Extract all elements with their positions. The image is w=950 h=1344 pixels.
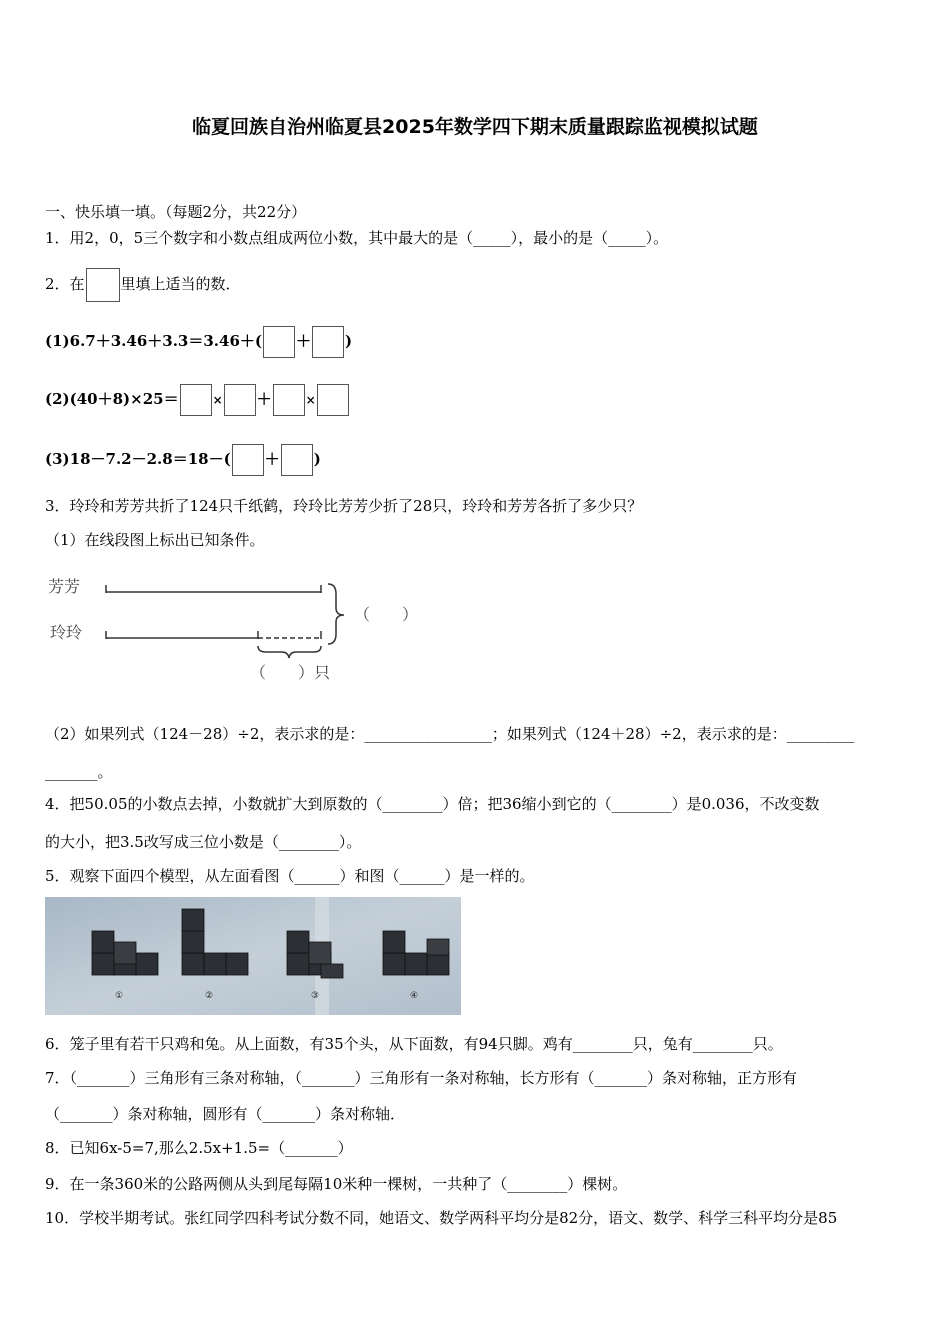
times-sign: × xyxy=(212,393,223,407)
model-label-2: ② xyxy=(205,991,214,1001)
question-2-3 xyxy=(45,444,321,476)
q2-prefix: 2．在 xyxy=(45,275,85,293)
model-label-3: ③ xyxy=(311,991,320,1001)
question-8: 8．已知6x-5=7,那么2.5x+1.5=（_______） xyxy=(45,1139,353,1157)
model-label-4: ④ xyxy=(410,991,419,1001)
label-fangfang: 芳芳 xyxy=(48,577,81,596)
answer-box[interactable] xyxy=(232,444,264,476)
answer-box[interactable] xyxy=(312,326,344,358)
difference-blank: （ ）只 xyxy=(250,663,331,682)
q2-suffix: 里填上适当的数． xyxy=(120,275,241,293)
q2-2-prefix: (2)(40＋8)×25＝ xyxy=(45,390,179,408)
q2-1-prefix: (1)6.7＋3.46＋3.3＝3.46＋( xyxy=(45,332,262,350)
question-3-1: （1）在线段图上标出已知条件。 xyxy=(45,531,265,549)
question-3: 3．玲玲和芳芳共折了124只千纸鹤，玲玲比芳芳少折了28只，玲玲和芳芳各折了多少只？ xyxy=(45,497,643,515)
bottom-brace xyxy=(258,646,321,658)
question-7: 7．（_______）三角形有三条对称轴，（_______）三角形有一条对称轴，长方形有（_______）条对称轴，正方形有 xyxy=(45,1069,798,1087)
line-segment-diagram xyxy=(44,570,444,690)
right-brace xyxy=(328,584,344,644)
answer-box[interactable] xyxy=(86,268,120,302)
question-1: 1．用2，0，5三个数字和小数点组成两位小数，其中最大的是（_____），最小的是（_____）。 xyxy=(45,229,669,247)
q2-3-prefix: (3)18－7.2－2.8＝18－( xyxy=(45,450,231,468)
question-2-1 xyxy=(45,326,352,358)
answer-box[interactable] xyxy=(180,384,212,416)
question-6: 6．笼子里有若干只鸡和兔。从上面数，有35个头，从下面数，有94只脚。鸡有________只，兔有________只。 xyxy=(45,1035,783,1053)
question-9: 9．在一条360米的公路两侧从头到尾每隔10米种一棵树，一共种了（________）棵树。 xyxy=(45,1175,628,1193)
question-5: 5．观察下面四个模型，从左面看图（______）和图（______）是一样的。 xyxy=(45,867,535,885)
model-label-1: ① xyxy=(115,991,124,1001)
brace-blank: （ ） xyxy=(354,605,419,624)
question-2 xyxy=(45,268,241,302)
page-title: 临夏回族自治州临夏县2025年数学四下期末质量跟踪监视模拟试题 xyxy=(192,116,758,138)
label-lingling: 玲玲 xyxy=(50,623,83,642)
close-paren: ) xyxy=(345,332,353,350)
cube-models-photo xyxy=(45,897,461,1015)
answer-box[interactable] xyxy=(281,444,313,476)
answer-box[interactable] xyxy=(263,326,295,358)
plus-sign: ＋ xyxy=(296,332,312,350)
answer-box[interactable] xyxy=(224,384,256,416)
question-7-cont: （_______）条对称轴，圆形有（_______）条对称轴． xyxy=(45,1105,406,1123)
question-3-2: （2）如果列式（124－28）÷2，表示求的是：_________________；如果列式（124＋28）÷2，表示求的是：_________ xyxy=(45,725,855,743)
question-3-2-cont: _______。 xyxy=(45,763,113,781)
plus-sign: ＋ xyxy=(256,390,272,408)
plus-sign: ＋ xyxy=(264,450,280,468)
question-4: 4．把50.05的小数点去掉，小数就扩大到原数的（________）倍；把36缩小到它的（________）是0.036，不改变数 xyxy=(45,795,820,813)
answer-box[interactable] xyxy=(317,384,349,416)
close-paren: ) xyxy=(313,450,321,468)
question-2-2 xyxy=(45,384,350,416)
question-10: 10．学校半期考试。张红同学四科考试分数不同，她语文、数学两科平均分是82分，语文、数学、科学三科平均分是85 xyxy=(45,1209,838,1227)
question-4-cont: 的大小，把3.5改写成三位小数是（________）。 xyxy=(45,833,362,851)
times-sign: × xyxy=(305,393,316,407)
answer-box[interactable] xyxy=(273,384,305,416)
section-heading: 一、快乐填一填。（每题2分，共22分） xyxy=(45,203,307,221)
